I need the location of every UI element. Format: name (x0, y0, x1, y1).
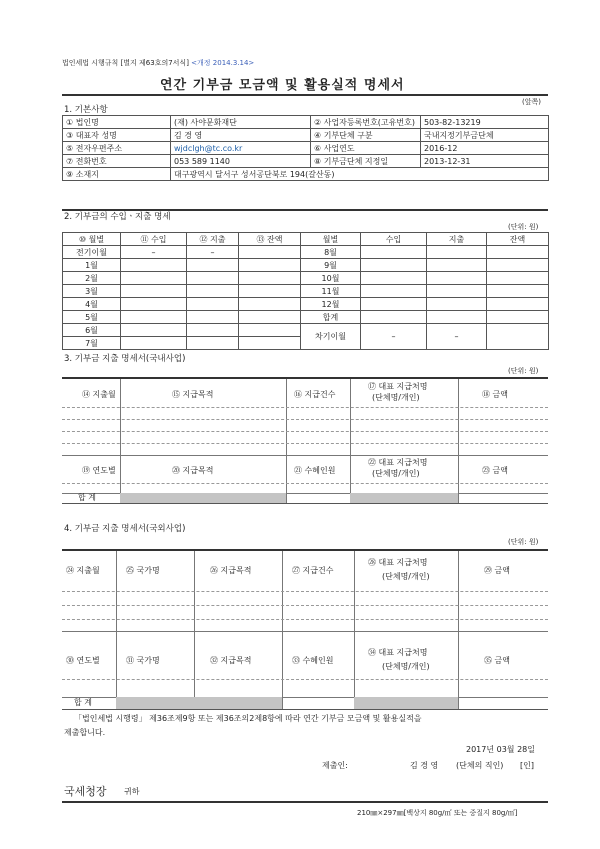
section1-title: 1. 기본사항 (64, 105, 108, 115)
corp-name-label: ① 법인명 (63, 116, 171, 129)
grid-line (350, 379, 351, 503)
footer-rule (62, 801, 548, 803)
income-expense-table (62, 232, 549, 350)
month-cell: 1월 (63, 259, 121, 272)
submitter-name: 김 경 영 (410, 761, 439, 770)
phone-label: ⑦ 전화번호 (63, 155, 171, 168)
ovs-h2-country: ㉛ 국가명 (126, 656, 160, 665)
ovs-h1-country: ㉕ 국가명 (126, 566, 160, 575)
table-row (63, 298, 549, 311)
front-label: (앞쪽) (522, 98, 541, 106)
empty-cell (239, 324, 301, 337)
empty-cell (361, 311, 427, 324)
grid-line (458, 551, 459, 709)
empty-cell (361, 246, 427, 259)
rep-label: ③ 대표자 성명 (63, 129, 171, 142)
month-cell: 5월 (63, 311, 121, 324)
empty-cell (187, 298, 239, 311)
empty-cell (121, 324, 187, 337)
empty-cell (121, 285, 187, 298)
total-shade-1 (120, 493, 286, 503)
col-balance: ⑬ 잔액 (239, 233, 301, 246)
empty-cell (487, 259, 549, 272)
dom-h1-amount: ⑱ 금액 (482, 390, 508, 399)
dom-h1-recipient-sub: (단체명/개인) (372, 393, 420, 402)
empty-cell (427, 298, 487, 311)
section3-title: 3. 기부금 지출 명세서(국내사업) (64, 354, 186, 364)
ovs-h2-beneficiaries: ㉝ 수혜인원 (292, 656, 334, 665)
month-cell: 8월 (301, 246, 361, 259)
ovs-h1-purpose: ㉖ 지급목적 (210, 566, 252, 575)
empty-cell (187, 272, 239, 285)
ovs-h2-recipient-sub: (단체명/개인) (382, 662, 430, 671)
section3-unit: (단위: 원) (508, 367, 539, 375)
month-cell: 4월 (63, 298, 121, 311)
ovs-h2-purpose: ㉜ 지급목적 (210, 656, 252, 665)
empty-cell (187, 259, 239, 272)
empty-cell (427, 311, 487, 324)
grid-line (62, 419, 548, 420)
phone-value: 053 589 1140 (171, 155, 311, 168)
empty-cell (487, 311, 549, 324)
grid-line (62, 443, 548, 444)
empty-cell (427, 259, 487, 272)
ovs-h1-month: ㉔ 지출월 (66, 566, 100, 575)
dom-h2-year: ⑲ 연도별 (82, 466, 116, 475)
biz-no-label: ② 사업자등록번호(고유번호) (311, 116, 421, 129)
table-row (63, 259, 549, 272)
col-month: ⑩ 월별 (63, 233, 121, 246)
empty-cell (239, 272, 301, 285)
rep-value: 김 경 영 (171, 129, 311, 142)
empty-cell (187, 324, 239, 337)
dom-h1-purpose: ⑮ 지급목적 (172, 390, 214, 399)
empty-cell (121, 259, 187, 272)
submitter-label: 제출인: (322, 761, 348, 770)
dom-h2-recipient: ㉒ 대표 지급처명 (368, 458, 428, 467)
law-ref-text: 법인세법 시행규칙 [별지 제63호의7서식] (62, 59, 189, 67)
table-row (63, 272, 549, 285)
empty-cell (121, 272, 187, 285)
dom-h2-beneficiaries: ㉑ 수혜인원 (294, 466, 336, 475)
total-shade-2 (354, 697, 458, 709)
dom-h1-month: ⑭ 지출월 (82, 390, 116, 399)
empty-cell (121, 298, 187, 311)
ovs-h1-recipient-sub: (단체명/개인) (382, 572, 430, 581)
empty-cell (187, 337, 239, 350)
month-cell: 6월 (63, 324, 121, 337)
grid-line (62, 431, 548, 432)
empty-cell (239, 285, 301, 298)
recipient-suffix: 귀하 (124, 787, 140, 796)
statement-line2: 제출합니다. (64, 728, 106, 737)
domestic-expense-area (62, 379, 548, 504)
empty-cell (239, 246, 301, 259)
carry-out-income: – (361, 324, 427, 350)
empty-cell (361, 298, 427, 311)
grid-line (62, 619, 548, 620)
table-row (63, 246, 549, 259)
grid-line (62, 455, 548, 456)
biz-no-value: 503-82-13219 (421, 116, 549, 129)
title-rule (62, 94, 548, 96)
empty-cell (487, 298, 549, 311)
org-type-label: ④ 기부단체 구분 (311, 129, 421, 142)
grid-line (62, 591, 548, 592)
table-header-row (63, 233, 549, 246)
statement-line1: 「법인세법 시행령」 제36조제9항 또는 제36조의2제8항에 따라 연간 기부금 모금액 및 활용실적을 (74, 714, 422, 723)
grid-line (62, 483, 548, 484)
month-cell: 전기이월 (63, 246, 121, 259)
grid-line (62, 679, 548, 680)
empty-cell (121, 337, 187, 350)
empty-cell (487, 324, 549, 350)
empty-cell (427, 285, 487, 298)
empty-cell (239, 259, 301, 272)
empty-cell (361, 259, 427, 272)
empty-cell (187, 285, 239, 298)
grid-line (62, 407, 548, 408)
col-expense: ⑫ 지출 (187, 233, 239, 246)
month-cell: 7월 (63, 337, 121, 350)
empty-cell (239, 298, 301, 311)
paper-spec: 210㎜×297㎜[백상지 80g/㎡ 또는 중질지 80g/㎡] (357, 809, 518, 817)
col-month-2: 월별 (301, 233, 361, 246)
overseas-expense-area (62, 551, 548, 710)
table-row (63, 129, 549, 142)
grid-line (286, 379, 287, 503)
grid-line (282, 551, 283, 709)
carry-in-income: – (121, 246, 187, 259)
month-cell: 3월 (63, 285, 121, 298)
table-row (63, 285, 549, 298)
total-shade-2 (350, 493, 458, 503)
month-cell: 9월 (301, 259, 361, 272)
month-cell: 12월 (301, 298, 361, 311)
carry-out-expense: – (427, 324, 487, 350)
dom-h1-count: ⑯ 지급건수 (294, 390, 336, 399)
grid-line (120, 379, 121, 503)
ovs-h2-recipient: ㉞ 대표 지급처명 (368, 648, 428, 657)
empty-cell (427, 246, 487, 259)
section2-unit: (단위: 원) (508, 223, 539, 231)
dom-h2-amount: ㉓ 금액 (482, 466, 508, 475)
section2-title: 2. 기부금의 수입ㆍ지출 명세 (64, 212, 171, 222)
address-value: 대구광역시 달서구 성서공단북로 194(갈산동) (171, 168, 549, 181)
col-income-2: 수입 (361, 233, 427, 246)
empty-cell (427, 272, 487, 285)
grid-line (458, 379, 459, 503)
year-value: 2016-12 (421, 142, 549, 155)
grid-line (62, 631, 548, 632)
ovs-total-label: 합 계 (74, 698, 92, 707)
total-shade-1 (116, 697, 282, 709)
recipient: 국세청장 (64, 785, 107, 798)
grid-line (194, 551, 195, 709)
ovs-h1-recipient: ㉘ 대표 지급처명 (368, 558, 428, 567)
empty-cell (239, 311, 301, 324)
ovs-h2-year: ㉚ 연도별 (66, 656, 100, 665)
empty-cell (361, 285, 427, 298)
email-value[interactable]: wjdclgh@tc.co.kr (171, 142, 311, 155)
table-row (63, 155, 549, 168)
col-income: ⑪ 수입 (121, 233, 187, 246)
empty-cell (121, 311, 187, 324)
dom-h1-recipient: ⑰ 대표 지급처명 (368, 382, 428, 391)
corp-name-value: (재) 사야문화재단 (171, 116, 311, 129)
ovs-h1-count: ㉗ 지급건수 (292, 566, 334, 575)
grid-line (354, 551, 355, 709)
seal-mark: [인] (520, 761, 534, 770)
col-balance-2: 잔액 (487, 233, 549, 246)
ovs-h1-amount: ㉙ 금액 (484, 566, 510, 575)
section4-title: 4. 기부금 지출 명세서(국외사업) (64, 524, 186, 534)
sign-hint: (단체의 직인) (456, 761, 504, 770)
amend-date: <개정 2014.3.14> (191, 59, 255, 67)
dom-h2-recipient-sub: (단체명/개인) (372, 469, 420, 478)
grid-line (62, 605, 548, 606)
designation-value: 2013-12-31 (421, 155, 549, 168)
carry-in-expense: – (187, 246, 239, 259)
grid-line (116, 551, 117, 709)
email-label: ⑤ 전자우편주소 (63, 142, 171, 155)
law-reference (62, 58, 254, 68)
dom-total-label: 합 계 (78, 493, 96, 502)
month-cell: 10월 (301, 272, 361, 285)
submit-date: 2017년 03월 28일 (466, 745, 535, 754)
table-row (63, 116, 549, 129)
table-row (63, 168, 549, 181)
address-label: ⑨ 소재지 (63, 168, 171, 181)
ovs-h2-amount: ㉟ 금액 (484, 656, 510, 665)
month-cell: 2월 (63, 272, 121, 285)
table-row (63, 324, 549, 337)
table-row (63, 311, 549, 324)
col-expense-2: 지출 (427, 233, 487, 246)
empty-cell (361, 272, 427, 285)
designation-label: ⑧ 기부금단체 지정일 (311, 155, 421, 168)
empty-cell (239, 337, 301, 350)
carry-out-cell: 차기이월 (301, 324, 361, 350)
empty-cell (487, 272, 549, 285)
table-row (63, 142, 549, 155)
form-title: 연간 기부금 모금액 및 활용실적 명세서 (160, 78, 405, 93)
basic-info-table (62, 115, 549, 181)
dom-h2-purpose: ⑳ 지급목적 (172, 466, 214, 475)
org-type-value: 국내지정기부금단체 (421, 129, 549, 142)
total-cell: 합계 (301, 311, 361, 324)
year-label: ⑥ 사업연도 (311, 142, 421, 155)
month-cell: 11월 (301, 285, 361, 298)
section4-unit: (단위: 원) (508, 538, 539, 546)
empty-cell (187, 311, 239, 324)
empty-cell (487, 285, 549, 298)
empty-cell (487, 246, 549, 259)
